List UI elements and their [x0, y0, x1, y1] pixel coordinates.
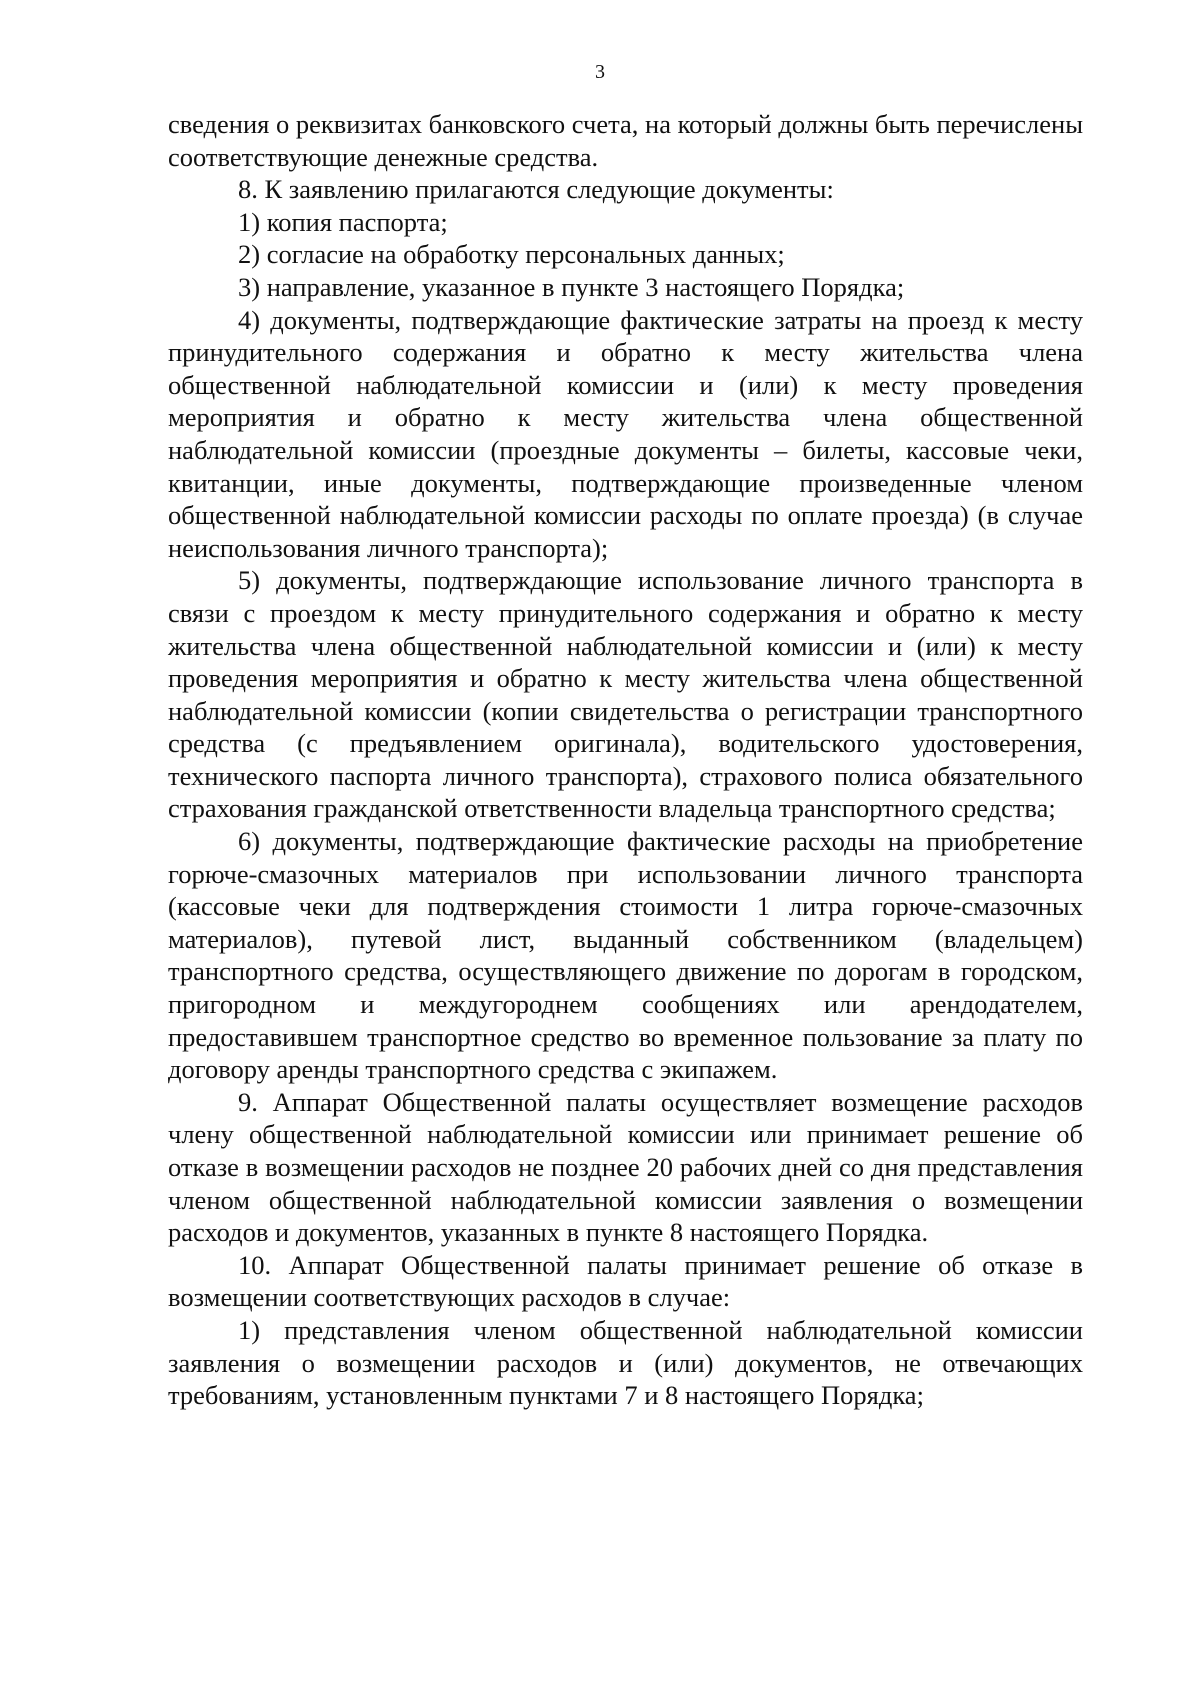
paragraph-bank-details: сведения о реквизитах банковского счета, на который должны быть перечислены соответствующие денежные средства.: [168, 109, 1084, 172]
paragraph-item-9: 9. Аппарат Общественной палаты осуществляет возмещение расходов члену общественной наблюдательной комиссии или принимает решение об отказе в возмещении расходов не позднее 20 рабочих дней со дня представления членом общественной наблюдательной комиссии заявления о возмещении расходов и документов, указанных в пункте 8 настоящего Порядка.: [168, 1086, 1083, 1248]
paragraph-subitem-3: 3) направление, указанное в пункте 3 настоящего Порядка;: [238, 271, 905, 302]
paragraph-item-10: 10. Аппарат Общественной палаты принимает решение об отказе в возмещении соответствующих расходов в случае:: [168, 1249, 1083, 1313]
paragraph-item-10-subitem-1: 1) представления членом общественной наблюдательной комиссии заявления о возмещении расходов и (или) документов, не отвечающих требованиям, установленным пунктами 7 и 8 настоящего Порядка;: [168, 1314, 1083, 1411]
paragraph-subitem-6: 6) документы, подтверждающие фактические расходы на приобретение горюче-смазочных материалов при использовании личного транспорта (кассовые чеки для подтверждения стоимости 1 литра горюче-смазочных материалов), путевой лист, выданный собственником (владельцем) транспортного средства, осуществляющего движение по дорогам в городском, пригородном и междугороднем сообщениях или арендодателем, предоставившем транспортное средство во временное пользование за плату по договору аренды транспортного средства с экипажем.: [168, 826, 1083, 1085]
paragraph-subitem-5: 5) документы, подтверждающие использование личного транспорта в связи с проездом к месту принудительного содержания и обратно к месту жительства члена общественной наблюдательной комиссии и (или) к месту проведения мероприятия и обратно к месту жительства члена общественной наблюдательной комиссии (копии свидетельства о регистрации транспортного средства (с предъявлением оригинала), водительского удостоверения, технического паспорта личного транспорта), страхового полиса обязательного страхования гражданской ответственности владельца транспортного средства;: [168, 565, 1083, 824]
paragraph-subitem-2: 2) согласие на обработку персональных данных;: [238, 239, 785, 270]
page-number: 3: [595, 61, 605, 83]
paragraph-subitem-1: 1) копия паспорта;: [238, 206, 448, 237]
paragraph-subitem-4: 4) документы, подтверждающие фактические затраты на проезд к месту принудительного содержания и обратно к месту жительства члена общественной наблюдательной комиссии и (или) к месту проведения мероприятия и обратно к месту жительства члена общественной наблюдательной комиссии (проездные документы – билеты, кассовые чеки, квитанции, иные документы, подтверждающие произведенные членом общественной наблюдательной комиссии расходы по оплате проезда) (в случае неиспользования личного транспорта);: [168, 304, 1083, 563]
document-body: [168, 108, 1083, 1412]
paragraph-item-8: 8. К заявлению прилагаются следующие документы:: [238, 174, 834, 205]
